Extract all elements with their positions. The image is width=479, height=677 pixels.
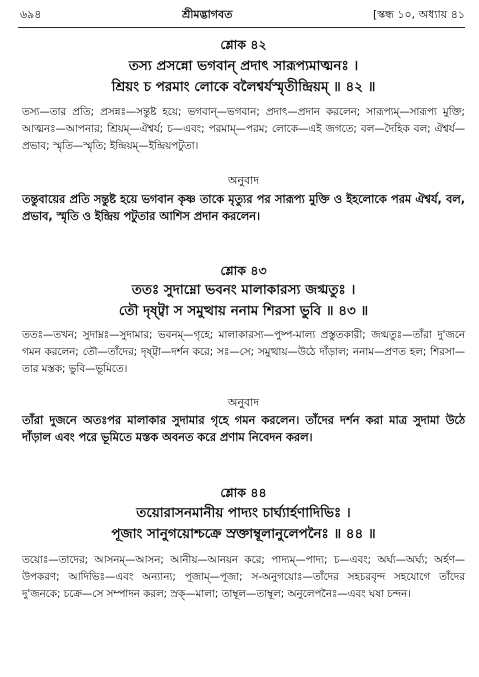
translation-heading: অনুবাদ — [227, 174, 260, 187]
verse-line: পূজাং সানুগয়োশ্চক্রে স্রক্তাম্বূলানুলেপনৈঃ ॥ ৪৪ ॥ — [111, 526, 376, 542]
verse-line: শ্রিয়ং চ পরমাং লোকে বলৈশ্বর্যস্মৃতীন্দ্রিয়ম্ ॥ ৪২ ॥ — [111, 79, 376, 95]
verse-line: তস্য প্রসন্নো ভগবান্ প্রদাৎ সারূপ্যমাত্মনঃ । — [128, 58, 359, 74]
page-number: ৬৯৪ — [20, 7, 42, 21]
header-rule — [18, 27, 465, 28]
book-title: শ্রীমদ্ভাগবত — [181, 7, 233, 21]
sloka-title: শ্লোক ৪৪ — [220, 485, 267, 500]
translation-text: তাঁরা দুজনে অতঃপর মালাকার সুদামার গৃহে গমন করলেন। তাঁদের দর্শন করা মাত্র সুদামা উঠে দাঁড়াল এবং পরে ভূমিতে মস্তক অবনত করে প্রণাম নিবেদন করল। — [22, 414, 465, 444]
word-meanings: তয়োঃ—তাদের; আসনম্—আসন; আনীয়—আনয়ন করে; পাদ্যম্—পাদ্য; চ—এবং; অর্ঘ্য—অর্ঘ্য; অর্হণ—উপকরণ; আদিভিঃ—এবং অন্যান্য; পূজাম্—পূজা; স-অনুগয়োঃ—তাঁদের সহচরবৃন্দ সহযোগে তাঁদের দু'জনকে; চক্রে—সে সম্পাদন করল; স্রক্—মালা; তাম্বূল—তাম্বূল; অনুলেপনৈঃ—এবং ঘষা চন্দন। — [22, 554, 465, 600]
sanskrit-verse — [22, 280, 465, 322]
word-meanings: তস্য—তার প্রতি; প্রসন্নঃ—সন্তুষ্ট হয়ে; ভগবান্—ভগবান; প্রদাৎ—প্রদান করলেন; সারূপ্যম্—সারূপ্য মুক্তি; আত্মনঃ—আপনার; শ্রিয়ম্—ঐশ্বর্য; চ—এবং; পরমাম্—পরম; লোকে—এই জগতে; বল—দৈহিক বল; ঐশ্বর্য—প্রভাব; স্মৃতি—স্মৃতি; ইন্দ্রিয়ম্—ইন্দ্রিয়পটুতা। — [22, 106, 465, 152]
sloka-title: শ্লোক ৪৩ — [220, 263, 267, 278]
sloka-title: শ্লোক ৪২ — [220, 37, 267, 52]
translation-text: তন্তুবায়ের প্রতি সন্তুষ্ট হয়ে ভগবান কৃষ্ণ তাকে মৃত্যুর পর সারূপ্য মুক্তি ও ইহলোকে পরম ঐশ্বর্য, বল, প্রভাব, স্মৃতি ও ইন্দ্রিয় পটুতার আশিস প্রদান করলেন। — [22, 193, 465, 223]
word-meanings: ততঃ—তখন; সুদাম্নঃ—সুদামার; ভবনম্—গৃহে; মালাকারস্য—পুষ্প-মাল্য প্রস্তুতকারী; জগ্মতুঃ—তাঁরা দু'জনে গমন করলেন; তৌ—তাঁদের; দৃষ্ট্বা—দর্শন করে; সঃ—সে; সমুত্থায়—উঠে দাঁড়াল; ননাম—প্রণত হল; শিরসা—তার মস্তক; ভুবি—ভূমিতে। — [22, 329, 465, 375]
verse-line: তৌ দৃষ্ট্বা স সমুত্থায় ননাম শিরসা ভুবি ॥ ৪৩ ॥ — [118, 303, 369, 319]
translation-heading: অনুবাদ — [227, 396, 260, 409]
verse-line: তয়োরাসনমানীয় পাদ্যং চার্ঘ্যার্হণাদিভিঃ । — [136, 505, 351, 521]
sanskrit-verse — [22, 503, 465, 545]
chapter-reference: [স্কন্ধ ১০, অধ্যায় ৪১ — [372, 7, 465, 21]
page-header — [20, 4, 465, 26]
sanskrit-verse — [22, 56, 465, 98]
verse-line: ততঃ সুদাম্নো ভবনং মালাকারস্য জগ্মতুঃ । — [131, 282, 356, 298]
